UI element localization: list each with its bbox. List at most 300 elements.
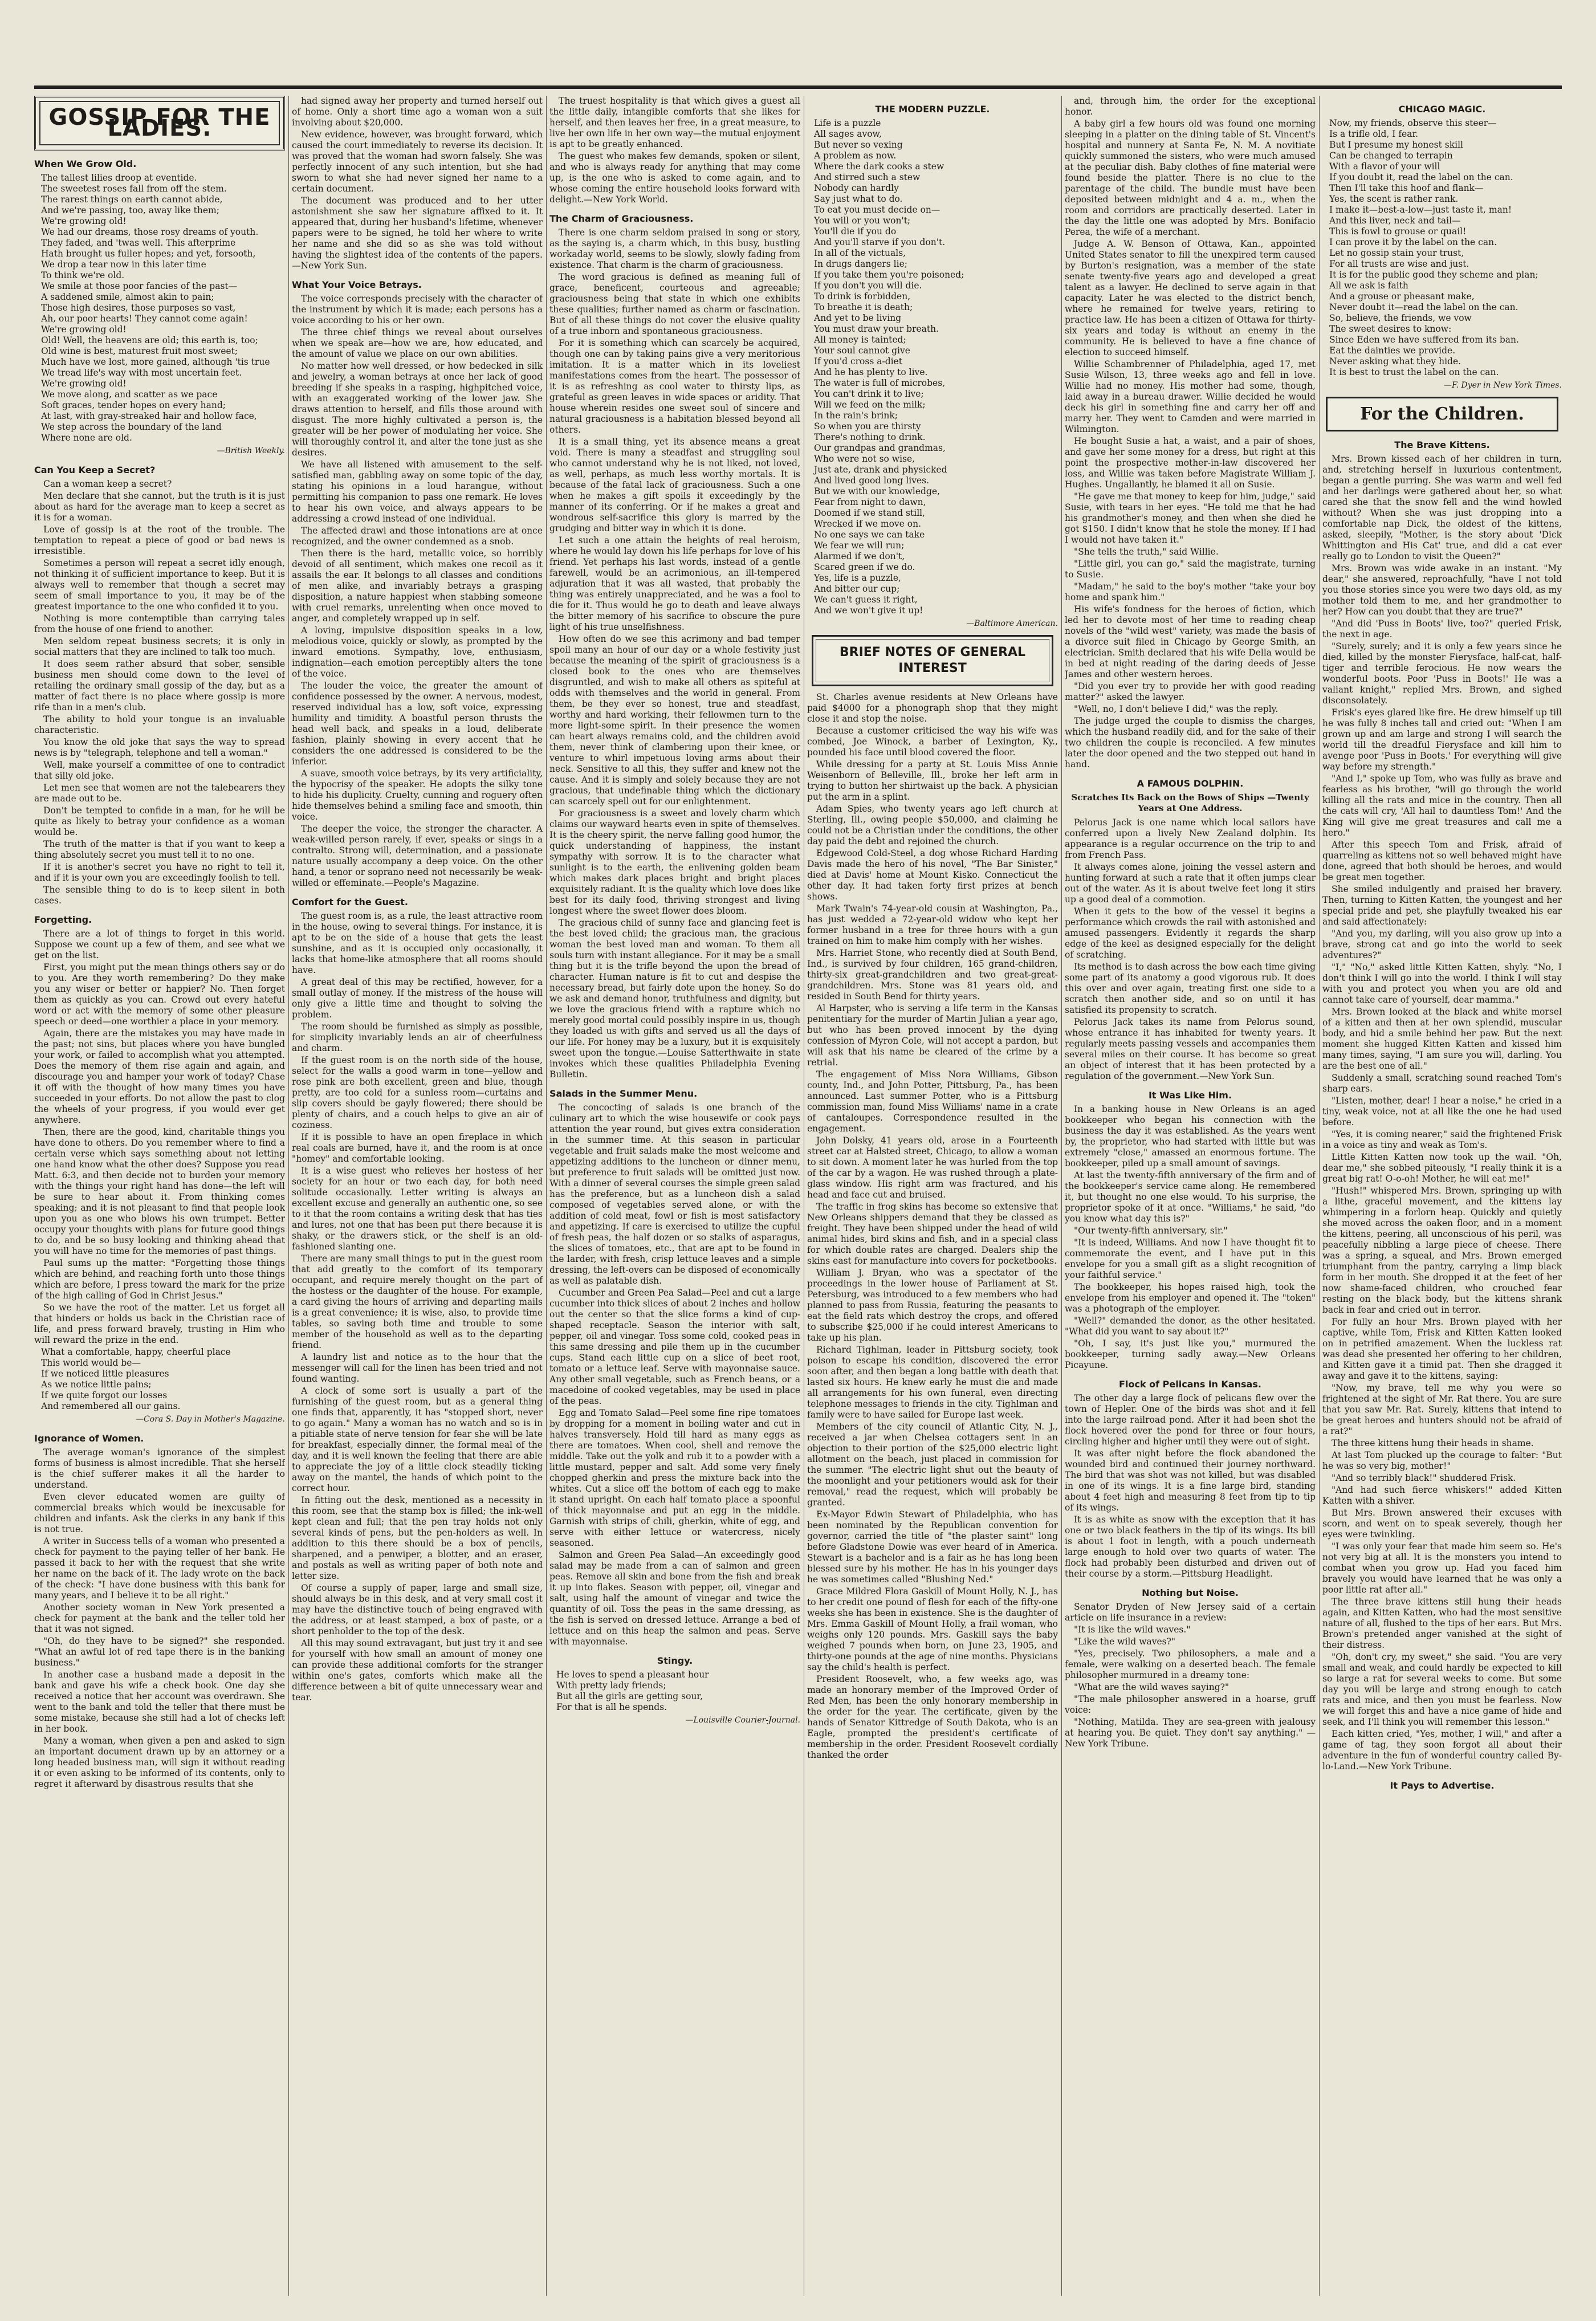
poem-line: So, believe, the friends, we vow	[1329, 313, 1472, 323]
section-masthead: GOSSIP FOR THE LADIES.	[34, 96, 285, 150]
poem-line: The sweetest roses fall from off the stem.	[41, 184, 227, 194]
article-body	[292, 96, 543, 271]
article-heading: THE MODERN PUZZLE.	[875, 104, 990, 115]
article-credit: —Cora S. Day in Mother's Magazine.	[136, 1415, 285, 1424]
paragraph: "Surely, surely; and it is only a few years since he died, killed by the monster Fierysface, half-cat, half-tiger and terrible ferocious. He now wears the wonderful boots. Poor 'Puss in Boots!' He was a valiant knight," replied Mrs. Brown, and sighed disconsolately.	[1322, 641, 1562, 706]
poem-line: This world would be—	[41, 1358, 141, 1368]
poem-line: Since Eden we have suffered from its ban.	[1329, 335, 1519, 345]
poem-line: Nobody can hardly	[814, 183, 899, 193]
poem-line: And remembered all our gains.	[41, 1401, 181, 1411]
paragraph: It is a wise guest who relieves her hostess of her society for an hour or two each day, for both need solitude occasionally. Letter writing is always an excellent excuse and generally an authentic one, so see to it that the room contains a writing desk that has ties and lures, not one that has been put there because it is shaky, or the drawers stick, or the shelf is an old-fashioned slanting one.	[292, 1166, 543, 1252]
paragraph: The truest hospitality is that which gives a guest all the little daily, intangible comforts that she likes for herself, and then leaves her free, in a great measure, to live her own life in her own way—the mutual enjoyment is apt to be greatly enhanced.	[549, 96, 800, 149]
column-rule	[546, 96, 547, 2296]
paragraph: "Hush!" whispered Mrs. Brown, springing up with a lithe, graceful movement, and the kittens lay whimpering in a forlorn heap. Quickly and quietly she moved across the oaken floor, and in a moment the kittens, peering, all unconscious of his peril, was peacefully nibbling a large piece of cheese. There was a spring, a squeal, and Mrs. Brown emerged triumphant from the pantry, carrying a limp black form in her mouth. She dropped it at the feet of her now shame-faced children, who crouched fear resting on the black body, but the kittens shrank back in fear and cried out in terror.	[1322, 1186, 1562, 1315]
poem-line: To eat you must decide on—	[814, 205, 940, 215]
column-2	[292, 96, 543, 2296]
paragraph: The bookkeeper, his hopes raised high, took the envelope from his employer and opened it. The "token" was a photograph of the employer.	[1065, 1282, 1316, 1314]
column-rule	[1061, 96, 1062, 2296]
article-credit: —Baltimore American.	[966, 619, 1058, 628]
paragraph: It does seem rather absurd that sober, sensible business men should come down to the level of retailing the ordinary small gossip of the day, but as a matter of fact there is no place where gossip is more rife than in a men's club.	[34, 659, 285, 712]
paragraph: It is as white as snow with the exception that it has one or two black feathers in the tip of its wings. Its bill is about 1 foot in length, with a pouch underneath large enough to hold over two quarts of water. The flock had probably been disturbed and driven out of their course by a storm.—Pittsburg Headlight.	[1065, 1514, 1316, 1579]
paragraph: Mrs. Harriet Stone, who recently died at South Bend, Ind., is survived by four children, 165 grand-children, thirty-six great-grandchildren and two great-great-grandchildren. Mrs. Stone was 81 years old, and resided in South Bend for thirty years.	[807, 948, 1058, 1001]
paragraph: "And did 'Puss in Boots' live, too?" queried Frisk, the next in age.	[1322, 618, 1562, 640]
paragraph: Let such a one attain the heights of real heroism, where he would lay down his life perhaps for love of his friend. Yet perhaps his last words, instead of a gentle farewell, would be an acrimonious, an ill-tempered adjuration that it was all wasted, that probably the thing was entirely unappreciated, and he was a fool to die for it. Thus would he go to death and leave always the bitter memory of his sacrifice to obscure the pure light of his true unselfishness.	[549, 535, 800, 632]
poem-line: Fear from night to dawn,	[814, 497, 926, 507]
article-body	[34, 1447, 285, 1790]
paragraph: Pelorus Jack takes its name from Pelorus sound, whose entrance it has inhabited for twenty years. It regularly meets passing vessels and accompanies them several miles on their course. It has become so great an object of interest that it has been protected by a regulation of the government.—New York Sun.	[1065, 1017, 1316, 1081]
paragraph: A great deal of this may be rectified, however, for a small outlay of money. If the mistress of the house will only give a little time and thought to solving the problem.	[292, 977, 543, 1020]
poem-line: And stirred such a stew	[814, 172, 921, 182]
paragraph: Suddenly a small, scratching sound reached Tom's sharp ears.	[1322, 1073, 1562, 1094]
paragraph: All this may sound extravagant, but just try it and see for yourself with how small an amount of money one can provide these additional comforts for the stranger within one's gates, comforts which make all the difference between a bit of quite unnecessary wear and tear.	[292, 1638, 543, 1703]
column-3	[549, 96, 800, 2296]
poem-line: We move along, and scatter as we pace	[41, 389, 218, 400]
poem-line: It is for the public good they scheme and plan;	[1329, 270, 1538, 280]
paragraph: "I was only your fear that made him seem so. He's not very big at all. It is the monsters you intend to combat when you grow up. Had you faced him bravely you would have learned that he was only a poor little rat after all."	[1322, 1541, 1562, 1595]
poem-line: We tread life's way with most uncertain feet.	[41, 368, 242, 378]
paragraph: "Our twenty-fifth anniversary, sir."	[1074, 1225, 1228, 1236]
poem-line: Is a trifle old, I fear.	[1329, 129, 1419, 139]
paragraph: The sensible thing to do is to keep silent in both cases.	[34, 885, 285, 906]
paragraph: Don't be tempted to confide in a man, for he will be quite as likely to betray your confidence as a woman would be.	[34, 805, 285, 837]
article-credit: —Louisville Courier-Journal.	[685, 1716, 800, 1725]
poem-line: To drink is forbidden,	[814, 291, 911, 302]
paragraph: Mrs. Brown was wide awake in an instant. "My dear," she answered, reproachfully, "have I not told you those stories since you were two days old, as my mother told them to me, and her grandmother to her? How can you doubt that they are true?"	[1322, 563, 1562, 617]
paragraph: First, you might put the mean things others say or do to you. Are they worth remembering? Do they make you any wiser or better or happier? No. Then forget them as quickly as you can. Crowd out every hateful word or act with the memory of some other pleasure speech or deed—one worthier a place in your memory.	[34, 962, 285, 1027]
paragraph: But Mrs. Brown answered their excuses with scorn, and went on to speak severely, though her eyes were twinkling.	[1322, 1508, 1562, 1540]
paragraph: Again, there are the mistakes you may have made in the past; not sins, but places where you have bungled your work, or failed to accomplish what you attempted. Does the memory of them rise again and again, and discourage you and hamper your work of today? Chase it off with the thought of how many times you have succeeded in your efforts. Do not allow the past to clog the wheels of your progress, if you would ever get anywhere.	[34, 1028, 285, 1125]
paragraph: Let men see that women are not the talebearers they are made out to be.	[34, 783, 285, 804]
paragraph: In another case a husband made a deposit in the bank and gave his wife a check book. One day she received a notice that her account was overdrawn. She went to the bank and told the teller that there must be some mistake, because she still had a lot of checks left in her book.	[34, 1670, 285, 1734]
poem-line: Now, my friends, observe this steer—	[1329, 118, 1497, 128]
paragraph: John Dolsky, 41 years old, arose in a Fourteenth street car at Halsted street, Chicago, to allow a woman to sit down. A moment later he was hurled from the top of the car by a wagon. He was rushed through a plate-glass window. His right arm was fractured, and his head and face cut and bruised.	[807, 1135, 1058, 1200]
paragraph: The guest who makes few demands, spoken or silent, and who is always ready for anything that may come up, is the one who is asked to come again, and to whose coming the entire household looks forward with delight.—New York World.	[549, 151, 800, 205]
poem-line: Eat the dainties we provide.	[1329, 345, 1456, 356]
paragraph: Men seldom repeat business secrets; it is only in social matters that they are inclined to talk too much.	[34, 636, 285, 657]
paragraph: Ex-Mayor Edwin Stewart of Philadelphia, who has been nominated by the Republican convention for governor, carried the title of "the plaster saint" long before Gladstone Dowie was ever heard of in America. Stewart is a bachelor and is a fair as he has long been blessed sure by his mother. He has in his younger days he was sometimes called "Blushing Ned."	[807, 1509, 1058, 1585]
paragraph: "Oh, do they have to be signed?" she responded. "What an awful lot of red tape there is in the banking business."	[34, 1636, 285, 1668]
poem	[549, 1670, 800, 1713]
paragraph: The ability to hold your tongue is an invaluable characteristic.	[34, 714, 285, 735]
paragraph: "Now, my brave, tell me why you were so frightened at the sight of Mr. Rat there. You are sure that you saw Mr. Rat. Surely, kittens that intend to be great heroes and hunters should not be afraid of a rat?"	[1322, 1383, 1562, 1436]
article-heading: The Charm of Graciousness.	[549, 213, 694, 224]
poem-line: We're growing old!	[41, 324, 127, 335]
column-6	[1322, 96, 1562, 2296]
paragraph: The affected drawl and those intonations are at once recognized, and the owner condemned as a snob.	[292, 526, 543, 547]
poem-line: All sages avow,	[814, 129, 882, 139]
paragraph: At last Tom plucked up the courage to falter: "But he was so very big, mother!"	[1322, 1450, 1562, 1471]
poem-line: But we with our knowledge,	[814, 486, 940, 496]
poem-line: We fear we will run;	[814, 540, 905, 551]
paragraph: The average woman's ignorance of the simplest forms of business is almost incredible. That she herself is the chief sufferer makes it all the harder to understand.	[34, 1447, 285, 1490]
poem-line: We had our dreams, those rosy dreams of youth.	[41, 227, 259, 237]
poem-line: Never asking what they hide.	[1329, 356, 1461, 367]
poem-line: And lived good long lives.	[814, 475, 929, 486]
poem-line: Just ate, drank and physicked	[814, 465, 947, 475]
paragraph: "She tells the truth," said Willie.	[1074, 547, 1219, 557]
poem-line: As we notice little pains;	[41, 1379, 152, 1390]
article-body	[292, 911, 543, 1703]
poem-line: Ah, our poor hearts! They cannot come again!	[41, 313, 248, 324]
column-5	[1065, 96, 1316, 2296]
poem-line: If we noticed little pleasures	[41, 1369, 169, 1379]
poem-line: We're growing old!	[41, 378, 127, 389]
newspaper-page	[34, 85, 1562, 2306]
paragraph: Edgewood Cold-Steel, a dog whose Richard Harding Davis made the hero of his novel, "The Bar Sinister," died at Davis' home at Mount Kisko. Connecticut the other day. It had taken forty first prizes at bench shows.	[807, 848, 1058, 902]
poem-line: A problem as now.	[814, 150, 897, 161]
column-4	[807, 96, 1058, 2296]
poem-line: Alarmed if we don't,	[814, 551, 905, 561]
poem-line: Hath brought us fuller hopes; and yet, forsooth,	[41, 249, 256, 259]
paragraph: Members of the city council of Atlantic City, N. J., received a jar when Chelsea cottagers sent in an objection to their portion of the $25,000 electric light allotment on the beach, just placed in commission for the summer. "The electric light shut out the beauty of the moonlight and your petitioners would ask for their removal," read the request, which will probably be granted.	[807, 1422, 1058, 1508]
article-heading: Nothing but Noise.	[1142, 1587, 1239, 1598]
paragraph: When it gets to the bow of the vessel it begins a performance which crowds the rail with astonished and amused passengers. Evidently it regards the sharp edge of the keel as designed especially for the delight of scratching.	[1065, 906, 1316, 960]
paragraph: "Listen, mother, dear! I hear a noise," he cried in a tiny, weak voice, not at all like the one he had used before.	[1322, 1096, 1562, 1127]
paragraph: President Roosevelt, who, a few weeks ago, was made an honorary member of the Improved Order of Red Men, has been the only honorary membership in the order for the year. The certificate, given by the hands of Senator Kittredge of South Dakota, who is an Eagle, prompted the president's certificate of membership in the order. President Roosevelt cordially thanked the order	[807, 1674, 1058, 1760]
paragraph: "And I," spoke up Tom, who was fully as brave and fearless as his brother, "will go through the world killing all the rats and mice in the country. Then all the cats will cry, 'All hail to dauntless Tom!' And the King will give me great treasures and call me a hero."	[1322, 773, 1562, 838]
article-body	[549, 1102, 800, 1647]
poem-line: Will we feed on the milk;	[814, 400, 926, 410]
paragraph: If it is possible to have an open fireplace in which real coals are burned, have it, and the room is at once "homey" and comfortable looking.	[292, 1132, 543, 1164]
paragraph: Richard Tighlman, leader in Pittsburg society, took poison to escape his condition, discovered the error soon after, and then began a long battle with death that lasted six hours. He knew early he must die and made all arrangements for his own funeral, even directing telephone messages to friends in the city. Tighlman and family were to have sailed for Europe last week.	[807, 1345, 1058, 1420]
paragraph: "And you, my darling, will you also grow up into a brave, strong cat and go into the world to seek adventures?"	[1322, 929, 1562, 960]
paragraph: The guest room is, as a rule, the least attractive room in the house, owing to several things. For instance, it is apt to be on the side of a house that gets the least sunshine, and as it is occupied only occasionally, it lacks that home-like atmosphere that all rooms should have.	[292, 911, 543, 975]
paragraph: The other day a large flock of pelicans flew over the town of Hepler. One of the birds was shot and it fell into the large railroad pond. After it had been shot the flock hovered over the pond for three or four hours, circling higher and higher until they were out of sight.	[1065, 1393, 1316, 1447]
poem-line: Then I'll take this hoof and flank—	[1329, 183, 1484, 193]
paragraph: "And had such fierce whiskers!" added Kitten Katten with a shiver.	[1322, 1485, 1562, 1506]
poem-line: The tallest lilies droop at eventide.	[41, 173, 197, 183]
paragraph: Mark Twain's 74-year-old cousin at Washington, Pa., has just wedded a 72-year-old widow who kept her former husband in a tree for three hours with a gun trained on him to make him comply with her wishes.	[807, 903, 1058, 946]
paragraph: Because a customer criticised the way his wife was combed, Joe Winock, a barber of Lexington, Ky., pounded his face until blood covered the floor.	[807, 726, 1058, 758]
poem-line: You'll die if you do	[814, 226, 897, 237]
paragraph: The gracious child of sunny face and glancing feet is the best loved child; the gracious man, the gracious woman the best loved man and woman. To them all souls turn with instant allegiance. For it may be a small thing but it is the trifle beyond the upon the bread of character. Human nature is fit to cut and despise the necessary bread, but fairly dote upon the honey. So do we ask and demand honor, truthfulness and dignity, but we love the gracious friend with a rapture which no merely good mortal could possibly inspire in us, though they loaded us with gifts and served us all the days of our life. For honey may be a luxury, but it is exquisitely sweet upon the tongue.—Louise Satterthwaite in state invokes which these qualities Philadelphia Evening Bulletin.	[549, 918, 800, 1080]
paragraph: In a banking house in New Orleans is an aged bookkeeper who began his connection with the business the day it was established. As the years went by, the proprietor, who had started with little but was extremely "close," amassed an enormous fortune. The bookkeeper, piled up a small amount of savings.	[1065, 1104, 1316, 1168]
paragraph: The word gracious is defined as meaning full of grace, beneficent, courteous and agreeable; graciousness being that state in which one exhibits these qualities; further named as charm or fascination. But of all these things do not cover the elusive quality of a true inborn and spontaneous graciousness.	[549, 272, 800, 336]
paragraph: A clock of some sort is usually a part of the furnishing of the guest room, but as a general thing one finds that, apparently, it has "stopped short, never to go again." Many a woman has no watch and so is in a pitiable state of nerve tension for fear she will be late for breakfast, especially dinner, the formal meal of the day, and it is well known the feeling that there are able to appreciate the joy of a little clock steadily ticking away on the mantel, the hands of which point to the correct hour.	[292, 1386, 543, 1493]
paragraph: "He gave me that money to keep for him, judge," said Susie, with tears in her eyes. "He told me that he had his grandmother's money, and then when she died he got $150. I didn't know that he stole the money. If I had I would not have taken it."	[1065, 491, 1316, 545]
paragraph: There is one charm seldom praised in song or story, as the saying is, a charm which, in this busy, bustling workaday world, seems to be slowly, slowly fading from existence. That charm is the charm of graciousness.	[549, 227, 800, 270]
paragraph: At last the twenty-fifth anniversary of the firm and of the bookkeeper's service came along. He remembered it, but thought no one else would. To his surprise, the proprietor spoke of it at once. "Williams," he said, "do you know what day this is?"	[1065, 1170, 1316, 1224]
paragraph: Grace Mildred Flora Gaskill of Mount Holly, N. J., has to her credit one pound of flesh for each of the fifty-one weeks she has been in existence. She is the daughter of Mrs. Emma Gaskill of Mount Holly, a frail woman, who weighs only 120 pounds. Mrs. Gaskill says the baby weighed 7 pounds when born, on June 23, 1905, and thirty-one pounds at the age of nine months. Physicians say the child's health is perfect.	[807, 1586, 1058, 1672]
paragraph: St. Charles avenue residents at New Orleans have paid $4000 for a phonograph shop that they might close it and stop the noise.	[807, 692, 1058, 724]
poem-line: Old! Well, the heavens are old; this earth is, too;	[41, 335, 258, 345]
poem-line: If you'd cross a-diet	[814, 356, 902, 367]
poem-line: And he has plenty to live.	[814, 367, 928, 377]
paragraph: Pelorus Jack is one name which local sailors have conferred upon a lively New Zealand dolphin. Its appearance is a regular occurrence on the trip to and from French Pass.	[1065, 817, 1316, 860]
paragraph: Al Harpster, who is serving a life term in the Kansas penitentiary for the murder of Martin Julian a year ago, but who has been proved innocent by the dying confession of Myron Cole, will not accept a pardon, but will ask that his name be cleared of the crime by a retrial.	[807, 1003, 1058, 1068]
column-rule	[288, 96, 289, 2296]
paragraph: Mrs. Brown looked at the black and white morsel of a kitten and then at her own splendid, muscular body, and hid a smile behind her paw. But the next moment she hugged Kitten Katten and kissed him many times, saying, "I am sure you will, darling. You are the best one of all."	[1322, 1007, 1562, 1071]
paragraph: Love of gossip is at the root of the trouble. The temptation to repeat a piece of good or bad news is irresistible.	[34, 524, 285, 556]
poem	[807, 118, 1058, 616]
paragraph: "Yes, it is coming nearer," said the frightened Frisk in a voice as tiny and weak as Tom's.	[1322, 1129, 1562, 1150]
paragraph: Willie Schambrenner of Philadelphia, aged 17, met Susie Wilson, 13, three weeks ago and fell in love. Willie had no money. His mother had some, though, laid away in a bureau drawer. Willie decided he would deck his girl in something fine and carry her off and marry her. They went to Camden and were married in Wilmington.	[1065, 359, 1316, 434]
poem-line: Yes, life is a puzzle,	[814, 573, 901, 583]
poem-line: Scared green if we do.	[814, 562, 915, 572]
paragraph: You know the old joke that says the way to spread news is by "telegraph, telephone and tell a woman."	[34, 737, 285, 758]
article-credit: —F. Dyer in New York Times.	[1444, 381, 1562, 390]
article-body	[292, 294, 543, 889]
paragraph: A loving, impulsive disposition speaks in a low, melodious voice, quickly or slowly, as prompted by the inward emotions. Sympathy, love, enthusiasm, indignation—each emotion perceptibly alters the tone of the voice.	[292, 625, 543, 679]
paragraph: Little Kitten Katten now took up the wail. "Oh, dear me," she sobbed piteously, "I really think it is a great big rat! O-o-oh! Mother, he will eat me!"	[1322, 1152, 1562, 1184]
poem-line: We can't guess it right,	[814, 594, 918, 605]
paragraph: The louder the voice, the greater the amount of confidence possessed by the owner. A nervous, modest, reserved individual has a low, soft voice, expressing humility and timidity. A boastful person thrusts the head well back, and speaks in a loud, deliberate fashion, plainly showing in every accent that he considers the one addressed is considered to be the inferior.	[292, 681, 543, 767]
paragraph: For fully an hour Mrs. Brown played with her captive, while Tom, Frisk and Kitten Katten looked on in petrified amazement. When the luckless rat was dead she presented her offering to her children, and Kitten gave it a timid pat. Then she dragged it away and gave it to the kittens, saying:	[1322, 1317, 1562, 1381]
paragraph: After this speech Tom and Frisk, afraid of quarreling as kittens not so well behaved might have done, agreed that both should be heroes, and would be great men together.	[1322, 840, 1562, 882]
paragraph: had signed away her property and turned herself out of home. Only a short time ago a woman won a suit involving about $20,000.	[292, 96, 543, 128]
paragraph: She smiled indulgently and praised her bravery. Then, turning to Kitten Katten, the youngest and her special pride and pet, she playfully tweaked his ear and said affectionately:	[1322, 884, 1562, 927]
article-body	[807, 692, 1058, 1761]
paragraph: "Little girl, you can go," said the magistrate, turning to Susie.	[1065, 559, 1316, 580]
paragraph: "Yes, precisely. Two philosophers, a male and a female, were walking on a deserted beach. The female philosopher murmured in a dreamy tone:	[1065, 1648, 1316, 1680]
paragraph: "It is like the wild waves."	[1074, 1624, 1191, 1635]
poem-line: In all of the victuals,	[814, 248, 906, 258]
paragraph: For it is something which can scarcely be acquired, though one can by taking pains give a very meritorious imitation. It is a matter which in its loveliest manifestations comes from the heart. The possessor of it is as refreshing as cool water to thirsty lips, as grateful as green leaves in wide spaces or aridity. That house wherein resides one sweet soul of sincere and natural graciousness is a habitation blessed beyond all others.	[549, 338, 800, 435]
paragraph: Then there is the hard, metallic voice, so horribly devoid of all sentiment, which makes one recoil as it assails the ear. It belongs to all classes and conditions of men alike, and invariably betrays a grasping disposition, a nature happiest when stabbing someone with cruel remarks, unrelenting when once moved to anger, and completely wrapped up in self.	[292, 548, 543, 624]
paragraph: It was after night before the flock abandoned the wounded bird and continued their journey northward. The bird that was shot was not killed, but was disabled in one of its wings. It is a fine large bird, standing about 4 feet high and measuring 8 feet from tip to tip of its wings.	[1065, 1448, 1316, 1513]
paragraph: Each kitten cried, "Yes, mother, I will," and after a game of tag, they soon forgot all about their adventure in the fun of wonderful country called By-lo-Land.—New York Tribune.	[1322, 1729, 1562, 1772]
paragraph: Its method is to dash across the bow each time giving some part of its anatomy a good vigorous rub. It does this over and over again, treating first one side to a scratch then another side, and so on until it has satisfied its propensity to scratch.	[1065, 962, 1316, 1015]
poem-line: Soft graces, tender hopes on every hand;	[41, 400, 226, 410]
paragraph: The traffic in frog skins has become so extensive that New Orleans shippers demand that they be classed as freight. They have been shipped under the head of wild animal hides, bird skins and fish, and in a special class for which double rates are charged. Dealers ship the skins east for manufacture into covers for pocketbooks.	[807, 1202, 1058, 1266]
poem-line: We're growing old!	[41, 216, 127, 226]
column-1	[34, 96, 285, 2296]
poem-line: We smile at those poor fancies of the past—	[41, 281, 238, 291]
poem-line: You must draw your breath.	[814, 324, 939, 334]
poem-line: With a flavor of your will	[1329, 161, 1440, 172]
poem-line: And yet to be living	[814, 313, 902, 323]
poem-line: But I presume my honest skill	[1329, 140, 1463, 150]
poem-line: Those high desires, those purposes so vast,	[41, 303, 236, 313]
poem-line: If we quite forgot our losses	[41, 1390, 168, 1400]
paragraph: He bought Susie a hat, a waist, and a pair of shoes, and gave her some money for a dress, but right at this point the prospective mother-in-law discovered her loss, and Willie was taken before Magistrate William J. Hughes. Ungallantly, he blamed it all on Susie.	[1065, 436, 1316, 490]
article-heading: A FAMOUS DOLPHIN.	[1137, 778, 1244, 789]
article-heading: The Brave Kittens.	[1394, 439, 1490, 450]
paragraph: Cucumber and Green Pea Salad—Peel and cut a large cucumber into thick slices of about 2 inches and hollow out the center so that the slice forms a kind of cup-shaped receptacle. Season the interior with salt, pepper, oil and vinegar. Toss some cold, cooked peas in this same dressing and pile them up in the cucumber cups. Stand each little cup on a slice of beet root, tomato or a lettuce leaf. Serve with mayonnaise sauce. Any other small vegetable, such as French beans, or a macedoine of cooked vegetables, may be used in place of the peas.	[549, 1288, 800, 1406]
poem-line: All we ask is faith	[1329, 280, 1408, 291]
paragraph: New evidence, however, was brought forward, which caused the court immediately to reverse its decision. It was proved that the woman had sworn falsely. She was perfectly innocent of any such intention, but she had sworn to what she had never signed her name to a certain document.	[292, 129, 543, 194]
poem-line: But all the girls are getting sour,	[556, 1691, 703, 1701]
poem-line: We step across the boundary of the land	[41, 422, 222, 432]
article-body	[1065, 1104, 1316, 1371]
article-body	[1065, 1602, 1316, 1749]
article-body	[549, 227, 800, 1080]
boxed-section-heading: For the Children.	[1326, 397, 1558, 431]
poem	[34, 173, 285, 443]
article-heading: Ignorance of Women.	[34, 1433, 144, 1444]
paragraph: Of course a supply of paper, large and small size, should always be in this desk, and at very small cost it may have the distinctive touch of being engraved with the address, or at least stamped, a box of paste, or a short penholder to the top of the desk.	[292, 1583, 543, 1636]
poem-line: But never so vexing	[814, 140, 903, 150]
paragraph: A laundry list and notice as to the hour that the messenger will call for the linen has been tried and not found wanting.	[292, 1352, 543, 1384]
article-body	[34, 929, 285, 1346]
paragraph: "And so terribly black!" shuddered Frisk.	[1332, 1473, 1516, 1483]
poem-line: I can prove it by the label on the can.	[1329, 237, 1497, 247]
article-heading: Forgetting.	[34, 914, 92, 925]
poem-line: If you doubt it, read the label on the can.	[1329, 172, 1513, 182]
article-body	[1322, 454, 1562, 1772]
paragraph: Many a woman, when given a pen and asked to sign an important document drawn up by an attorney or a long headed business man, will sign it without reading it or even asking to be informed of its contents, only to regret it afterward by disastrous results that she	[34, 1736, 285, 1789]
paragraph: "Oh, I say, it's just like you," murmured the bookkeeper, turning sadly away.—New Orleans Picayune.	[1065, 1338, 1316, 1370]
poem-line: To breathe it is death;	[814, 302, 913, 312]
paragraph: Even clever educated women are guilty of commercial breaks which would be inexcusable for children and infants. Ask the clerks in any bank if this is not true.	[34, 1492, 285, 1534]
poem-line: For all trusts are wise and just.	[1329, 259, 1469, 269]
paragraph: The voice corresponds precisely with the character of the instrument by which it is made; each persons has a voice according to his or her own.	[292, 294, 543, 325]
paragraph: Then, there are the good, kind, charitable things you have done to others. Do you remember where to find a certain verse which says something about not letting one hand know what the other does? Suppose you read Matt. 6:3, and then decide not to burden your memory with the things your right hand has done—the left will be sure to hear about it. From thinking comes speaking; and it is not pleasant to find that people look upon you as one who blows his own trumpet. Better occupy your thoughts with plans for future good things to do, and be so busy looking and thinking ahead that you will have no time for the memories of past things.	[34, 1127, 285, 1256]
paragraph: The three kittens hung their heads in shame.	[1332, 1438, 1534, 1448]
poem-line: Never doubt it—read the label on the can.	[1329, 302, 1518, 312]
poem-line: Life is a puzzle	[814, 118, 881, 128]
paragraph: The room should be furnished as simply as possible, for simplicity invariably lends an air of cheerfulness and charm.	[292, 1021, 543, 1053]
article-heading: Comfort for the Guest.	[292, 897, 408, 907]
poem-line: And a grouse or pheasant make,	[1329, 291, 1475, 302]
paragraph: Men declare that she cannot, but the truth is it is just about as hard for the average man to keep a secret as it is for a woman.	[34, 491, 285, 523]
paragraph: Paul sums up the matter: "Forgetting those things which are behind, and reaching forth unto those things which are before, I press toward the mark for the prize of the high calling of God in Christ Jesus."	[34, 1258, 285, 1301]
paragraph: The document was produced and to her utter astonishment she saw her signature affixed to it. It appeared that, during her husband's lifetime, whenever papers were to be signed, he told her where to write her name and she did so as she was told without having the slightest idea of the contents of the papers.—New York Sun.	[292, 196, 543, 271]
paragraph: "Madam," he said to the boy's mother "take your boy home and spank him."	[1065, 581, 1316, 602]
paragraph: There are a lot of things to forget in this world. Suppose we count up a few of them, and see what we get on the list.	[34, 929, 285, 960]
paragraph: In fitting out the desk, mentioned as a necessity in this room, see that the stamp box is filled; the ink-well kept clean and full; that the pen tray holds not only several kinds of pens, but the pen-holders as well. In addition to this there should be a box of pencils, sharpened, and a penwiper, a blotter, and an eraser, and postals as well as writing paper of both note and letter size.	[292, 1495, 543, 1581]
paragraph: Adam Spies, who twenty years ago left church at Sterling, Ill., owing people $50,000, and claiming he could not be a Christian under the conditions, the other day paid the debt and rejoined the church.	[807, 804, 1058, 846]
paragraph: The three chief things we reveal about ourselves when we speak are—how we are, how educated, and the amount of value we place on our own abilities.	[292, 327, 543, 359]
article-heading: It Pays to Advertise.	[1390, 1780, 1495, 1791]
article-credit: —British Weekly.	[217, 446, 285, 455]
poem-line: So when you are thirsty	[814, 421, 921, 431]
poem-line: Can be changed to terrapin	[1329, 150, 1453, 161]
poem-line: Your soul cannot give	[814, 345, 910, 356]
paragraph: "Well, no, I don't believe I did," was the reply.	[1074, 704, 1279, 714]
poem-line: What a comfortable, happy, cheerful place	[41, 1347, 231, 1357]
paragraph: The judge urged the couple to dismiss the charges, which the husband readily did, and for the sake of their two children the couple is reconciled. A few minutes later the door opened and the two stepped out hand in hand.	[1065, 716, 1316, 769]
poem-line: And this liver, neck and tail—	[1329, 215, 1461, 226]
paragraph: We have all listened with amusement to the self-satisfied man, gabbling away on some topic of the day, stating his opinions in a loud harangue, without permitting his companion to pass one remark. He loves to hear his own voice, and always appears to be addressing a crowd instead of one individual.	[292, 459, 543, 524]
poem-line: And bitter our cup;	[814, 584, 900, 594]
article-subheading: Scratches Its Back on the Bows of Ships —Twenty Years at One Address.	[1071, 792, 1309, 813]
poem-line: If you take them you're poisoned;	[814, 270, 964, 280]
paragraph: William J. Bryan, who was a spectator of the proceedings in the lower house of Parliament at St. Petersburg, was introduced to a few members who had planned to pass from Russia, featuring the peasants to eat the field rats which destroy the crops, and offered to subscribe $25,000 if he could interest Americans to take up his plan.	[807, 1268, 1058, 1343]
poem-line: Doomed if we stand still,	[814, 508, 926, 518]
poem	[1322, 118, 1562, 378]
paragraph: A writer in Success tells of a woman who presented a check for payment to the paying teller of her bank. He passed it back to her with the request that she write her name on the back of it. The lady wrote on the back of the check: "I have done business with this bank for many years, and I believe it to be all right."	[34, 1536, 285, 1601]
article-heading: What Your Voice Betrays.	[292, 279, 422, 290]
poem-line: You will or you won't;	[814, 215, 911, 226]
paragraph: If it is another's secret you have no right to tell it, and if it is your own you are exceedingly foolish to tell.	[34, 862, 285, 883]
poem-line: They faded, and 'twas well. This afterprime	[41, 238, 236, 248]
paragraph: Sometimes a person will repeat a secret idly enough, not thinking it of sufficient importance to keep. But it is always well to remember that though a secret may seem of small importance to you, it may be of the greatest importance to the one who confided it to you.	[34, 558, 285, 612]
poem	[34, 1347, 285, 1412]
paragraph: "The male philosopher answered in a hoarse, gruff voice:	[1065, 1694, 1316, 1715]
poem-line: All money is tainted;	[814, 335, 906, 345]
poem-line: In drugs dangers lie;	[814, 259, 907, 269]
poem-line: Where the dark cooks a stew	[814, 161, 944, 172]
paragraph: Salmon and Green Pea Salad—An exceedingly good salad may be made from a can of salmon and green peas. Remove all skin and bone from the fish and break it up into flakes. Season with pepper, oil, vinegar and salt, using half the amount of vinegar and twice the quantity of oil. Toss the peas in the same dressing, as the fish is served on dressed lettuce. Arrange a bed of lettuce and on this heap the salmon and peas. Serve with mayonnaise.	[549, 1550, 800, 1647]
paragraph: If the guest room is on the north side of the house, select for the walls a good warm in tone—yellow and rose pink are both excellent, green and blue, though pretty, are too cold for a sunless room—curtains and slip covers should be gayly flowered; there should be plenty of chairs, and a couch helps to give an air of coziness.	[292, 1055, 543, 1130]
poem-line: In the rain's brink;	[814, 410, 898, 421]
paragraph: "Nothing, Matilda. They are sea-green with jealousy at hearing you. Be quiet. They don't say anything." —New York Tribune.	[1065, 1717, 1316, 1749]
poem-line: It is best to trust the label on the can.	[1329, 367, 1499, 377]
poem-line: Wrecked if we move on.	[814, 519, 922, 529]
paragraph: The concocting of salads is one branch of the culinary art to which the wise housewife or cook pays attention the year round, but gives extra consideration in the summer time. At this season in particular vegetable and fruit salads make the most welcome and appetizing additions to the luncheon or dinner menu, but preference to fruit salads will be omitted just now. With a dinner of several courses the simple green salad has the preference, but as a luncheon dish a salad composed of vegetables served alone, or with the addition of cold meat, fowl or fish is most satisfactory and appetizing. If care is exercised to utilize the cupful of fresh peas, the half dozen or so stalks of asparagus, the slices of tomatoes, etc., that are apt to be found in the larder, with fresh, crisp lettuce leaves and a simple dressing, the left-overs can be disposed of economically as well as palatable dish.	[549, 1102, 800, 1286]
poem-line: Let no gossip stain your trust,	[1329, 248, 1464, 258]
paragraph: "It is indeed, Williams. And now I have thought fit to commemorate the event, and I have put in this envelope for you a small gift as a slight recognition of your faithful service."	[1065, 1237, 1316, 1280]
paragraph: The deeper the voice, the stronger the character. A weak-willed person rarely, if ever, speaks or sings in a contralto. Strong will, determination, and a passionate nature usually accompany a deep voice. On the other hand, a tenor or soprano need not necessarily be weak-willed or effeminate.—People's Magazine.	[292, 824, 543, 888]
article-body	[1065, 96, 1316, 770]
poem-line: This is fowl to grouse or quail!	[1329, 226, 1467, 237]
paragraph: Egg and Tomato Salad—Peel some fine ripe tomatoes by dropping for a moment in boiling water and cut in halves transversely. Hold till hard as many eggs as there are tomatoes. When cool, shell and remove the middle. Take out the yolk and rub it to a powder with a little mustard, pepper and salt. Add some very finely chopped gherkin and press the mixture back into the whites. Cut a slice off the bottom of each egg to make it stand upright. On each half tomato place a spoonful of thick mayonnaise and put an egg in the middle. Garnish with strips of chili, gherkin, white of egg, and serve with either lettuce or watercress, nicely seasoned.	[549, 1408, 800, 1548]
poem-line: With pretty lady friends;	[556, 1680, 666, 1691]
paragraph: "Well?" demanded the donor, as the other hesitated. "What did you want to say about it?"	[1065, 1316, 1316, 1337]
paragraph: No matter how well dressed, or how bedecked in silk and jewelry, a woman betrays at once her lack of good breeding if she speaks in a rasping, highpitched voice, with an exaggerated working of the lower jaw. She draws attention to herself, and fills those around with disgust. The more highly cultivated a person is, the greater will be her power of modulating her voice. She will thoroughly control it, and alter the tone just as she desires.	[292, 361, 543, 458]
paragraph: There are many small things to put in the guest room that add greatly to the comfort of its temporary occupant, and require merely thought on the part of the hostess or the daughter of the house. For example, a card giving the hours of arriving and departing mails is a great convenience; it is wise, also, to provide time tables, so saving both time and trouble to some member of the household as well as to the departing friend.	[292, 1253, 543, 1350]
paragraph: Nothing is more contemptible than carrying tales from the house of one friend to another.	[34, 613, 285, 634]
paragraph: The three brave kittens still hung their heads again, and Kitten Katten, who had the most sensitive nature of all, flushed to the tips of her ears. But Mrs. Brown's pretended anger vanished at the sight of their distress.	[1322, 1597, 1562, 1650]
poem-line: I make it—best-a-low—just taste it, man!	[1329, 205, 1512, 215]
boxed-section-heading: BRIEF NOTES OF GENERAL INTEREST	[812, 635, 1053, 686]
paragraph: A suave, smooth voice betrays, by its very artificiality, the hypocrisy of the speaker. He adopts the silky tone to hide his duplicity. Cruelty, cunning and roguery often hide themselves behind a smiling face and smooth, thin voice.	[292, 768, 543, 822]
paragraph: Frisk's eyes glared like fire. He drew himself up till he was fully 8 inches tall and cried out: "When I am grown up and am large and strong I will search the world till the dreadful Fierysface and kill him to avenge poor 'Puss in Boots.' For everything will give way before my strength."	[1322, 707, 1562, 772]
poem-line: Who were not so wise,	[814, 454, 915, 464]
article-body	[1065, 817, 1316, 1082]
article-heading: Flock of Pelicans in Kansas.	[1119, 1379, 1261, 1390]
poem-line: If you don't you will die.	[814, 280, 922, 291]
poem-line: He loves to spend a pleasant hour	[556, 1670, 709, 1680]
article-heading: Salads in the Summer Menu.	[549, 1088, 698, 1099]
article-body	[34, 479, 285, 906]
paragraph: The engagement of Miss Nora Williams, Gibson county, Ind., and John Potter, Pittsburg, Pa., has been announced. Last summer Potter, who is a Pittsburg commission man, found Miss Williams' name in a crate of cantaloupes. Correspondence resulted in the engagement.	[807, 1069, 1058, 1134]
paragraph: "I," "No," asked little Kitten Katten, shyly. "No, I don't think I will go into the world. I think I will stay with you and protect you when you are old and cannot take care of yourself, dear mamma."	[1322, 962, 1562, 1005]
poem-line: We drop a tear now in this later time	[41, 259, 206, 270]
poem-line: For that is all he spends.	[556, 1702, 667, 1712]
paragraph: "Like the wild waves?"	[1074, 1636, 1176, 1647]
paragraph: "Oh, don't cry, my sweet," she said. "You are very small and weak, and could hardly be expected to kill so large a rat for several weeks to come. But some day you will be large and strong enough to catch rats and mice, and then you must be fearless. Now we will forget this and have a nice game of hide and seek, and I'll think you will remember this lesson."	[1322, 1652, 1562, 1727]
paragraph: While dressing for a party at St. Louis Miss Annie Weisenborn of Belleville, Ill., broke her left arm in trying to button her shirtwaist up the back. A physician put the arm in a splint.	[807, 759, 1058, 802]
paragraph: His wife's fondness for the heroes of fiction, which led her to devote most of her time to reading cheap novels of the "wild west" variety, was made the basis of a divorce suit filed in Chicago by George Smith, an electrician. Smith declared that his wife Della would be in bed at night reading of the daring deeds of Jesse James and other western heroes.	[1065, 604, 1316, 679]
article-heading: CHICAGO MAGIC.	[1398, 104, 1486, 115]
poem-line: And we won't give it up!	[814, 605, 923, 616]
poem-line: No one says we can take	[814, 530, 925, 540]
poem-line: The water is full of microbes,	[814, 378, 946, 388]
poem-line: A saddened smile, almost akin to pain;	[41, 292, 214, 302]
poem-line: Yes, the scent is rather rank.	[1329, 194, 1459, 204]
poem-line: Where none are old.	[41, 433, 132, 443]
paragraph: A baby girl a few hours old was found one morning sleeping in a platter on the dining table of St. Vincent's hospital and nunnery at Santa Fe, N. M. A novitiate quickly summoned the sisters, who were much amused at the peculiar dish. Baby clothes of fine material were found beside the platter. There is no clue to the parentage of the child. The bundle must have been deposited between midnight and 4 a. m., when the room and corridors are practically deserted. Later in the day the little one was adopted by Mrs. Bonifacio Perea, the wife of a merchant.	[1065, 119, 1316, 237]
poem-line: To think we're old.	[41, 270, 125, 280]
poem-line: Say just what to do.	[814, 194, 903, 204]
article-body	[1065, 1393, 1316, 1579]
poem-line: There's nothing to drink.	[814, 432, 926, 442]
poem-line: Old wine is best, maturest fruit most sweet;	[41, 346, 238, 356]
paragraph: For graciousness is a sweet and lovely charm which claims our wayward hearts even in spite of themselves. It is the cheery spirit, the nerve falling good humor, the quick understanding of happiness, the instant sympathy with sorrow. It is to the character what sunlight is to the earth, the enlivening golden beam which makes dark places bright and bright places exquisitely radiant. It is the quality which love does like best for its daily food, thriving strongest and living longest where the sweet flower does bloom.	[549, 808, 800, 916]
article-body	[549, 96, 800, 205]
paragraph: Judge A. W. Benson of Ottawa, Kan., appointed United States senator to fill the unexpired term caused by Burton's resignation, was a member of the state senate twenty-five years ago and developed a great talent as a lawyer. He declined to serve again in that capacity. Later he was elected to the district bench, where he remained for twelve years, retiring to practice law. He has been a citizen of Ottawa for thirty-six years and today is without an enemy in the community. He is believed to have a fine chance of election to succeed himself.	[1065, 239, 1316, 357]
paragraph: Well, make yourself a committee of one to contradict that silly old joke.	[34, 760, 285, 781]
article-heading: When We Grow Old.	[34, 158, 137, 169]
paragraph: So we have the root of the matter. Let us forget all that hinders or holds us back in the Christian race of life, and press forward bravely, trusting in Him who will reward the prize in the end.	[34, 1302, 285, 1345]
paragraph: Another society woman in New York presented a check for payment at the bank and the teller told her that it was not signed.	[34, 1602, 285, 1634]
paragraph: "What are the wild waves saying?"	[1074, 1682, 1229, 1692]
paragraph: "Did you ever try to provide her with good reading matter?" asked the lawyer.	[1065, 681, 1316, 702]
paragraph: The truth of the matter is that if you want to keep a thing absolutely secret you must tell it to no one.	[34, 839, 285, 860]
poem-line: Our grandpas and grandmas,	[814, 443, 946, 453]
poem-line: And we're passing, too, away like them;	[41, 205, 219, 215]
paragraph: It is a small thing, yet its absence means a great void. There is many a steadfast and struggling soul who cannot understand why he is not liked, not loved, as well, perhaps, as much less worthy mortals. It is because of the fatal lack of graciousness. Such a one when he makes a gift spoils it exceedingly by the manner of its conferring. Or if he makes a great and wondrous self-sacrifice this glory is marred by the grudging and bitter way in which it is done.	[549, 437, 800, 534]
poem-line: The rarest things on earth cannot abide,	[41, 194, 223, 205]
paragraph: It always comes alone, joining the vessel astern and hunting forward at such a rate that it often jumps clear out of the water. As it is about twelve feet long it stirs up a good deal of a commotion.	[1065, 862, 1316, 905]
paragraph: Senator Dryden of New Jersey said of a certain article on life insurance in a review:	[1065, 1602, 1316, 1623]
poem-line: And you'll starve if you don't.	[814, 237, 946, 247]
article-heading: Stingy.	[657, 1655, 693, 1666]
article-heading: Can You Keep a Secret?	[34, 465, 156, 475]
columns	[34, 96, 1562, 2296]
